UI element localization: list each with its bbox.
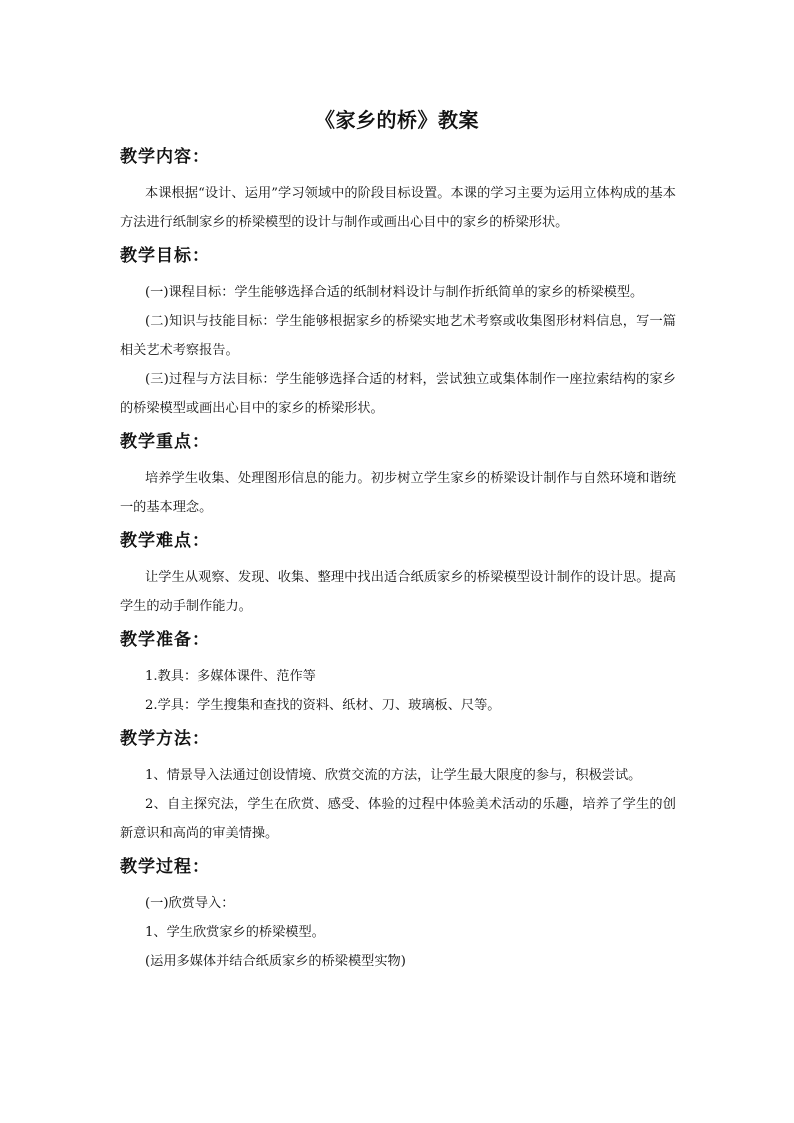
- list-item: 2.学具：学生搜集和查找的资料、纸材、刀、玻璃板、尺等。: [145, 698, 501, 713]
- section-heading: 教学重点：: [120, 432, 210, 452]
- section-heading: 教学难点：: [120, 531, 210, 551]
- list-item: 1、学生欣赏家乡的桥梁模型。: [145, 925, 325, 940]
- paragraph: (三)过程与方法目标：学生能够选择合适的材料，尝试独立或集体制作一座拉索结构的家乡的桥梁模型或画出心目中的家乡的桥梁形状。: [120, 372, 676, 416]
- section-heading: 教学准备：: [120, 630, 210, 650]
- list-item: 1.教具：多媒体课件、范作等: [145, 669, 316, 684]
- list-item: 2、自主探究法，学生在欣赏、感受、体验的过程中体验美术活动的乐趣，培养了学生的创新意识和高尚的审美情操。: [120, 797, 676, 841]
- paragraph: 本课根据“设计、运用”学习领域中的阶段目标设置。本课的学习主要为运用立体构成的基本方法进行纸制家乡的桥梁模型的设计与制作或画出心目中的家乡的桥梁形状。: [120, 186, 676, 230]
- paragraph: (二)知识与技能目标：学生能够根据家乡的桥梁实地艺术考察或收集图形材料信息，写一篇相关艺术考察报告。: [120, 314, 676, 358]
- document-title: 《家乡的桥》教案: [315, 108, 479, 132]
- section-process: [120, 856, 676, 976]
- section-heading: 教学方法：: [120, 729, 210, 749]
- paragraph: (一)课程目标：学生能够选择合适的纸制材料设计与制作折纸简单的家乡的桥梁模型。: [145, 285, 644, 300]
- section-methods: [120, 728, 676, 848]
- list-item: (运用多媒体并结合纸质家乡的桥梁模型实物): [145, 954, 406, 969]
- paragraph: 让学生从观察、发现、收集、整理中找出适合纸质家乡的桥梁模型设计制作的设计思。提高学生的动手制作能力。: [120, 570, 676, 614]
- list-item: 1、情景导入法通过创设情境、欣赏交流的方法，让学生最大限度的参与，积极尝试。: [145, 768, 642, 783]
- section-preparation: [120, 629, 676, 720]
- section-difficulties: [120, 530, 676, 621]
- section-heading: 教学目标：: [120, 246, 210, 266]
- section-heading: 教学过程：: [120, 857, 210, 877]
- section-objectives: [120, 245, 676, 423]
- section-heading: 教学内容：: [120, 147, 210, 167]
- section-key-points: [120, 431, 676, 522]
- paragraph: 培养学生收集、处理图形信息的能力。初步树立学生家乡的桥梁设计制作与自然环境和谐统一的基本理念。: [120, 471, 676, 515]
- section-content: [120, 146, 676, 237]
- list-item: (一)欣赏导入：: [145, 896, 235, 911]
- document-body: [120, 146, 676, 984]
